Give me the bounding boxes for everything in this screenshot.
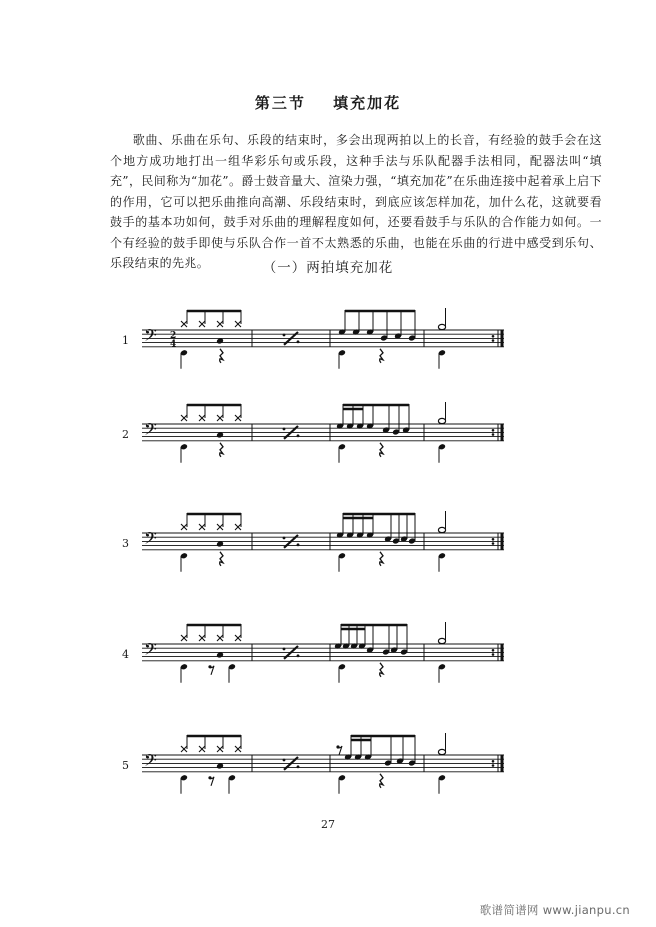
hihat-x-note xyxy=(235,746,241,752)
drum-staff xyxy=(142,400,512,490)
quarter-rest xyxy=(380,774,383,788)
section-heading-number: 第三节 xyxy=(254,94,306,112)
drum-staff xyxy=(142,306,512,396)
bass-clef-icon: 𝄢 xyxy=(144,528,157,552)
exercise-number: 3 xyxy=(122,537,129,550)
eighth-rest xyxy=(208,776,214,786)
repeat-dot xyxy=(492,339,495,342)
exercise-number: 1 xyxy=(122,334,129,347)
drum-staff xyxy=(142,509,512,599)
hihat-x-note xyxy=(235,415,241,421)
watermark: 歌谱简谱网 www.jianpu.cn xyxy=(479,903,630,917)
eighth-rest xyxy=(336,745,342,755)
bass-clef-icon: 𝄢 xyxy=(144,750,157,774)
section-heading-title: 填充加花 xyxy=(333,94,402,112)
repeat-dot xyxy=(492,653,495,656)
intro-paragraph: 歌曲、乐曲在乐句、乐段的结束时，多会出现两拍以上的长音，有经验的鼓手会在这个地方成功地打出一组华彩乐句或乐段，这种手法与乐队配器手法相同，配器法叫“填充”，民间称为“加花”。爵士鼓音量大、渲染力强，“填充加花”在乐曲连接中起着承上启下的作用，它可以把乐曲推向高潮、乐段结束时，到底应该怎样加花，加什么花，这就要看鼓手的基本功如何，鼓手对乐曲的理解程度如何，还要看鼓手与乐队的合作能力如何。一个有经验的鼓手即使与乐队合作一首不太熟悉的乐曲，也能在乐曲的行进中感受到乐句、乐段结束的先兆。 xyxy=(110,133,602,270)
hihat-x-note xyxy=(181,524,187,530)
exercise-row xyxy=(122,306,512,396)
crash-half-note xyxy=(438,324,445,329)
repeat-dot xyxy=(492,764,495,767)
exercise-row xyxy=(122,509,512,599)
hihat-x-note xyxy=(181,635,187,641)
intro-paragraph-block xyxy=(110,130,602,274)
hihat-x-note xyxy=(235,321,241,327)
hihat-x-note xyxy=(199,635,205,641)
subsection-title: （一）两拍填充加花 xyxy=(262,260,394,276)
hihat-x-note xyxy=(217,321,223,327)
quarter-rest xyxy=(380,349,383,363)
time-signature-top: 2 xyxy=(170,331,177,341)
hihat-x-note xyxy=(199,321,205,327)
section-heading xyxy=(0,92,656,113)
hihat-x-note xyxy=(181,321,187,327)
hihat-x-note xyxy=(181,746,187,752)
exercise-number: 2 xyxy=(122,428,129,441)
drum-staff xyxy=(142,731,512,821)
quarter-rest xyxy=(220,552,223,566)
crash-half-note xyxy=(438,749,445,754)
time-signature-bottom: 4 xyxy=(170,339,177,350)
repeat-dot xyxy=(492,335,495,338)
crash-half-note xyxy=(438,418,445,423)
repeat-dot xyxy=(492,649,495,652)
hihat-x-note xyxy=(217,415,223,421)
exercise-row xyxy=(122,731,512,821)
hihat-x-note xyxy=(199,415,205,421)
hihat-x-note xyxy=(217,524,223,530)
quarter-rest xyxy=(220,349,223,363)
quarter-rest xyxy=(380,663,383,677)
repeat-dot xyxy=(492,429,495,432)
exercise-number: 4 xyxy=(122,648,129,661)
drum-staff xyxy=(142,620,512,710)
hihat-x-note xyxy=(217,746,223,752)
exercise-row xyxy=(122,400,512,490)
hihat-x-note xyxy=(217,635,223,641)
repeat-dot xyxy=(492,760,495,763)
repeat-dot xyxy=(492,538,495,541)
crash-half-note xyxy=(438,527,445,532)
bass-clef-icon: 𝄢 xyxy=(144,419,157,443)
hihat-x-note xyxy=(199,746,205,752)
crash-half-note xyxy=(438,638,445,643)
quarter-rest xyxy=(380,552,383,566)
repeat-dot xyxy=(492,542,495,545)
repeat-dot xyxy=(492,433,495,436)
eighth-rest xyxy=(208,665,214,675)
quarter-rest xyxy=(220,443,223,457)
bass-clef-icon: 𝄢 xyxy=(144,325,157,349)
exercise-row xyxy=(122,620,512,710)
hihat-x-note xyxy=(199,524,205,530)
bass-clef-icon: 𝄢 xyxy=(144,639,157,663)
hihat-x-note xyxy=(235,635,241,641)
page-number: 27 xyxy=(321,818,335,831)
exercise-number: 5 xyxy=(122,759,129,772)
hihat-x-note xyxy=(235,524,241,530)
quarter-rest xyxy=(380,443,383,457)
hihat-x-note xyxy=(181,415,187,421)
